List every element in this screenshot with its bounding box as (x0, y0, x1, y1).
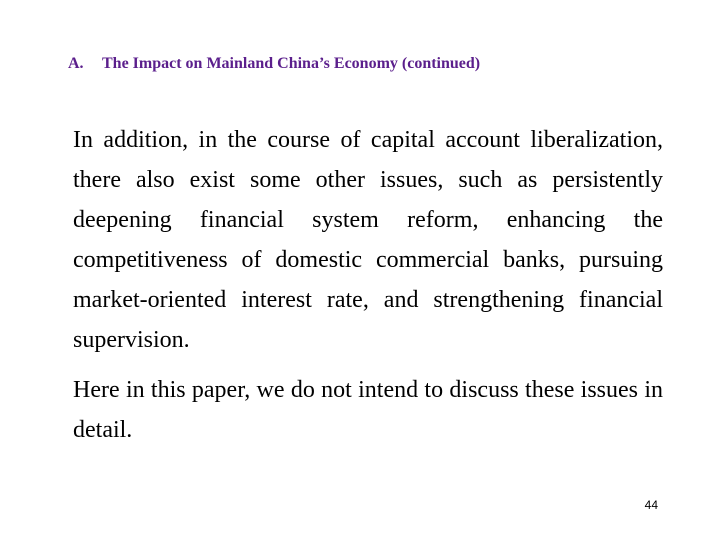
body-paragraph-1: In addition, in the course of capital account liberalization, there also exist some other issues, such as persistently deepening financial system reform, enhancing the competitiveness of domestic commercial banks, pursuing market-oriented interest rate, and strengthening financial supervision. (73, 127, 663, 353)
page-number: 44 (644, 498, 658, 512)
heading-marker: A. (68, 55, 84, 72)
body-paragraph-2: Here in this paper, we do not intend to discuss these issues in detail. (73, 377, 663, 443)
slide-heading (68, 54, 668, 74)
heading-title: The Impact on Mainland China’s Economy (continued) (102, 55, 481, 72)
